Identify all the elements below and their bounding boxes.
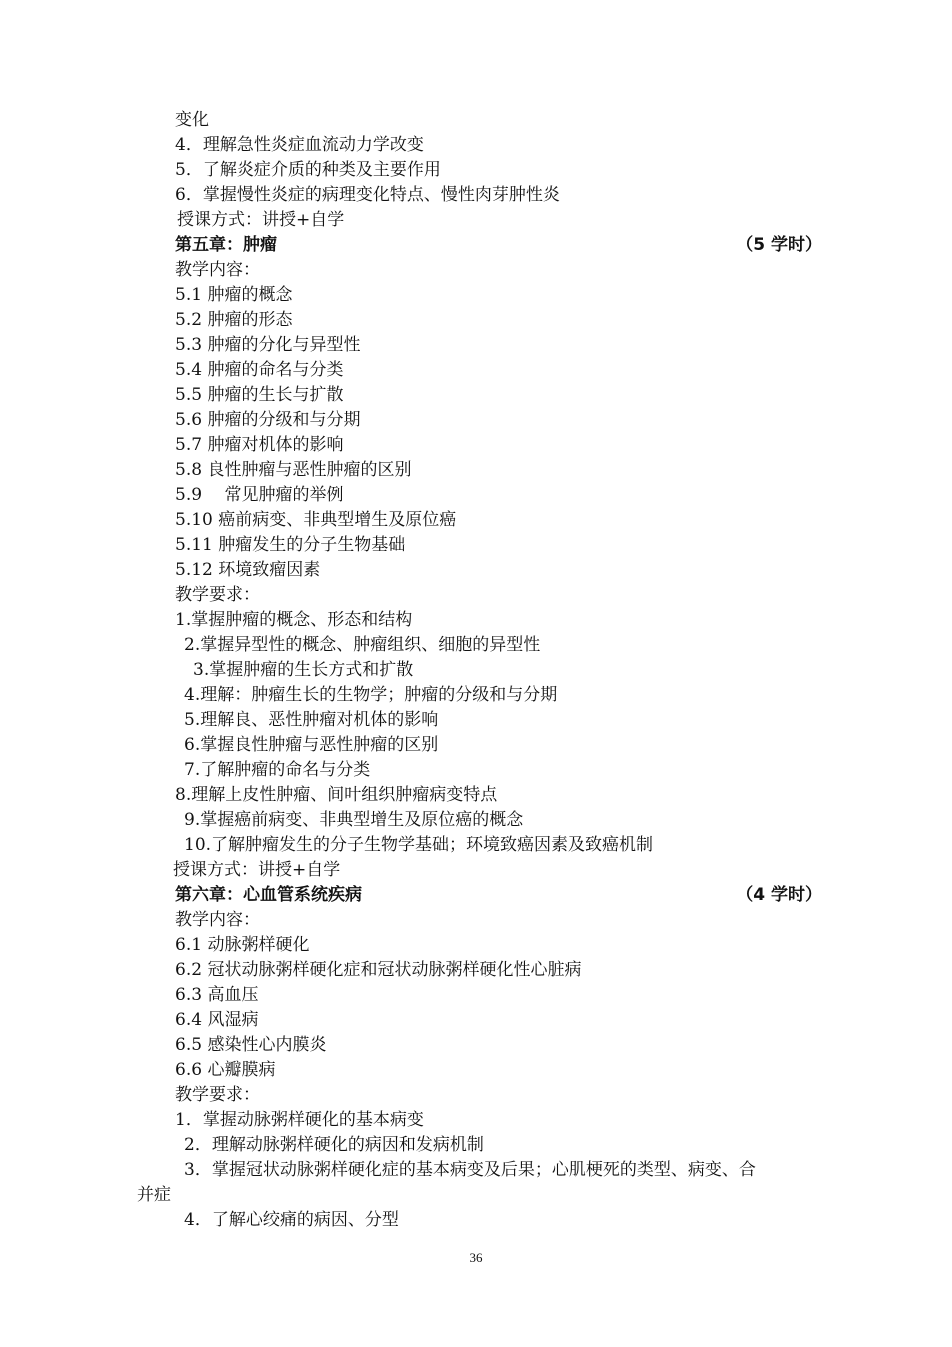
requirement-item: 8.理解上皮性肿瘤、间叶组织肿瘤病变特点	[175, 785, 498, 805]
requirement-item: 10.了解肿瘤发生的分子生物学基础；环境致癌因素及致癌机制	[184, 835, 654, 855]
teaching-method: 授课方式：讲授+自学	[177, 210, 345, 230]
content-label: 教学内容：	[175, 910, 260, 930]
page-number: 36	[469, 1250, 483, 1265]
content-item: 5.6 肿瘤的分级和与分期	[175, 410, 361, 430]
text-line: 6．掌握慢性炎症的病理变化特点、慢性肉芽肿性炎	[175, 185, 560, 205]
content-item: 5.2 肿瘤的形态	[175, 310, 293, 330]
requirement-item: 3.掌握肿瘤的生长方式和扩散	[193, 660, 414, 680]
requirement-item: 6.掌握良性肿瘤与恶性肿瘤的区别	[184, 735, 439, 755]
content-item: 5.10 癌前病变、非典型增生及原位癌	[175, 510, 457, 530]
content-item: 6.3 高血压	[175, 985, 259, 1005]
requirement-item: 9.掌握癌前病变、非典型增生及原位癌的概念	[184, 810, 524, 830]
requirement-item: 7.了解肿瘤的命名与分类	[184, 760, 371, 780]
text-line: 变化	[175, 110, 209, 130]
content-item: 5.12 环境致瘤因素	[175, 560, 321, 580]
content-label: 教学内容：	[175, 260, 260, 280]
requirement-item: 2.掌握异型性的概念、肿瘤组织、细胞的异型性	[184, 635, 541, 655]
content-item: 5.3 肿瘤的分化与异型性	[175, 335, 361, 355]
content-item: 6.4 风湿病	[175, 1010, 259, 1030]
content-item: 6.6 心瓣膜病	[175, 1060, 276, 1080]
teaching-method: 授课方式：讲授+自学	[173, 860, 341, 880]
requirements-label: 教学要求：	[175, 1085, 260, 1105]
requirement-item: 1．掌握动脉粥样硬化的基本病变	[175, 1110, 424, 1130]
content-item: 5.11 肿瘤发生的分子生物基础	[175, 535, 406, 555]
chapter-5-title: 第五章：肿瘤	[175, 235, 277, 255]
requirement-item: 5.理解良、恶性肿瘤对机体的影响	[184, 710, 439, 730]
content-item: 5.4 肿瘤的命名与分类	[175, 360, 344, 380]
content-item: 5.7 肿瘤对机体的影响	[175, 435, 344, 455]
requirement-item: 2．理解动脉粥样硬化的病因和发病机制	[184, 1135, 484, 1155]
content-item: 5.8 良性肿瘤与恶性肿瘤的区别	[175, 460, 412, 480]
chapter-6-hours: （4 学时）	[736, 885, 822, 905]
requirement-item: 4.理解：肿瘤生长的生物学；肿瘤的分级和与分期	[184, 685, 558, 705]
chapter-6-title: 第六章：心血管系统疾病	[175, 885, 362, 905]
requirement-item: 4．了解心绞痛的病因、分型	[184, 1210, 399, 1230]
content-item: 6.5 感染性心内膜炎	[175, 1035, 327, 1055]
content-item: 5.5 肿瘤的生长与扩散	[175, 385, 344, 405]
content-item: 6.1 动脉粥样硬化	[175, 935, 310, 955]
requirement-item: 3．掌握冠状动脉粥样硬化症的基本病变及后果；心肌梗死的类型、病变、合	[184, 1160, 756, 1180]
content-item: 5.1 肿瘤的概念	[175, 285, 293, 305]
chapter-5-hours: （5 学时）	[736, 235, 822, 255]
content-item: 5.9 常见肿瘤的举例	[175, 485, 344, 505]
requirements-label: 教学要求：	[175, 585, 260, 605]
text-line: 4．理解急性炎症血流动力学改变	[175, 135, 424, 155]
requirement-item: 1.掌握肿瘤的概念、形态和结构	[175, 610, 413, 630]
requirement-item-continuation: 并症	[137, 1185, 171, 1205]
text-line: 5．了解炎症介质的种类及主要作用	[175, 160, 441, 180]
content-item: 6.2 冠状动脉粥样硬化症和冠状动脉粥样硬化性心脏病	[175, 960, 582, 980]
